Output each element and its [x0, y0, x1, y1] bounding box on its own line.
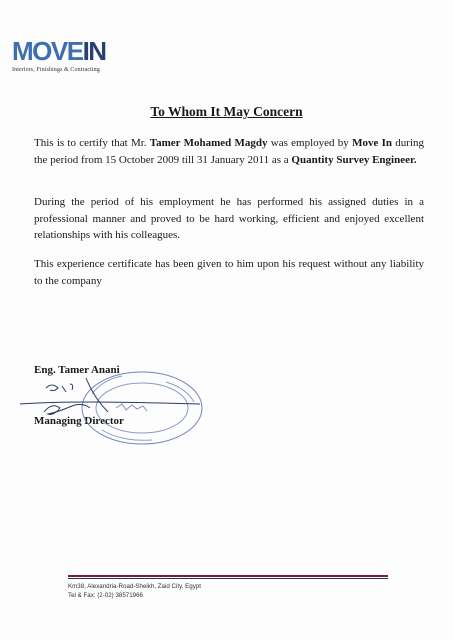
logo-move-text: MOVE	[12, 36, 83, 66]
footer-rule-blue	[68, 578, 388, 579]
footer-rule-red	[68, 575, 388, 577]
logo-tagline: Interiors, Finishings & Contracting	[12, 67, 100, 73]
logo-wordmark	[12, 38, 106, 64]
p1-text-b: was employed by	[267, 137, 353, 149]
job-title: Quantity Survey Engineer.	[291, 153, 417, 166]
footer-phone: Tel & Fax: (2-02) 38571966	[68, 592, 143, 599]
signatory-title: Managing Director	[34, 415, 124, 427]
paragraph-certification	[34, 135, 424, 168]
company-stamp-and-signature	[16, 364, 206, 454]
p1-text-a: This is to certify that Mr.	[34, 137, 150, 149]
signatory-name: Eng. Tamer Anani	[34, 364, 120, 376]
p1-text-c: during the period from 15 October 2009 till 31 January 2011 as a	[34, 137, 424, 166]
company-logo	[12, 38, 106, 73]
paragraph-performance: During the period of his employment he has performed his assigned duties in a professional manner and proved to be hard working, efficient and enjoyed excellent relationships with his colleagues.	[34, 196, 424, 241]
company-name: Move In	[352, 137, 393, 149]
employee-name: Tamer Mohamed Magdy	[149, 137, 268, 149]
paragraph-purpose: This experience certificate has been given to him upon his request without any liability to the company	[34, 258, 424, 287]
footer-address: Km38, Alexandria-Road-Sheikh, Zaid City, Egypt	[68, 583, 201, 590]
letter-title: To Whom It May Concern	[150, 104, 303, 119]
logo-in-text: IN	[82, 36, 106, 66]
footer-address-block	[68, 582, 201, 600]
